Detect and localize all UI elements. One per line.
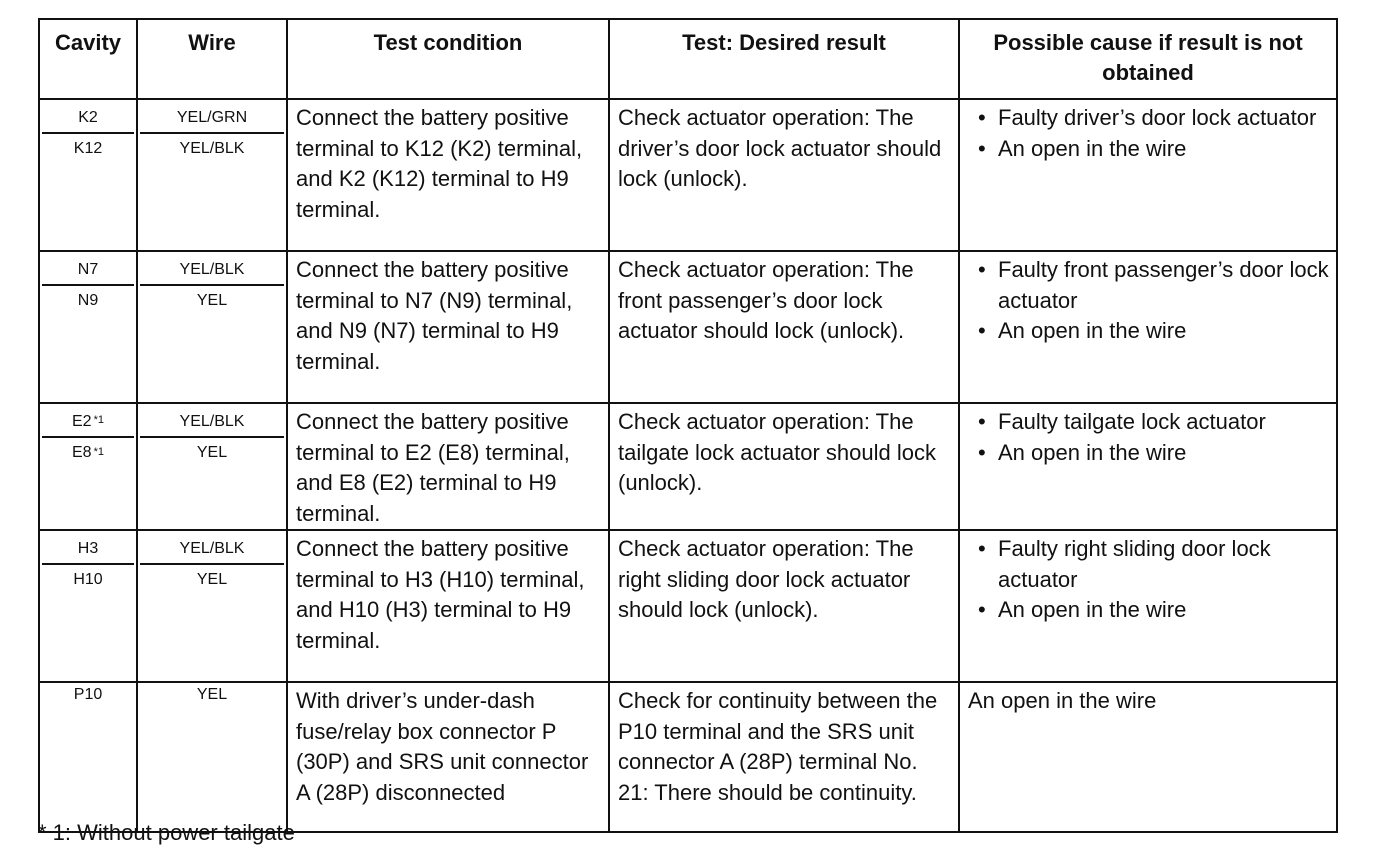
header-cavity: Cavity xyxy=(39,19,137,99)
cavity-cell xyxy=(39,403,137,530)
wire-value: YEL xyxy=(196,444,228,461)
footnote-marker: *1 xyxy=(93,414,104,426)
cause-list xyxy=(968,407,1330,468)
possible-cause-cell xyxy=(959,251,1337,403)
cavity-cell xyxy=(39,251,137,403)
cavity-cell xyxy=(39,530,137,682)
cavity-value: N9 xyxy=(77,292,99,309)
wire-value: YEL/GRN xyxy=(140,103,284,134)
wire-cell xyxy=(137,403,287,530)
cause-item: • An open in the wire xyxy=(976,595,1330,626)
desired-result-cell: Check for continuity between the P10 terminal and the SRS unit connector A (28P) terminal No. 21: There should be continuity. xyxy=(609,682,959,832)
cause-list xyxy=(968,534,1330,626)
footnote-marker: *1 xyxy=(93,446,104,458)
cause-item: • Faulty tailgate lock actuator xyxy=(976,407,1330,438)
cause-item: • An open in the wire xyxy=(976,316,1330,347)
possible-cause-cell: An open in the wire xyxy=(959,682,1337,832)
table-row xyxy=(39,682,1337,832)
possible-cause-cell xyxy=(959,99,1337,251)
cavity-value: K2 xyxy=(42,103,134,134)
test-condition-cell: With driver’s under-dash fuse/relay box connector P (30P) and SRS unit connector A (28P) disconnected xyxy=(287,682,609,832)
cavity-value: P10 xyxy=(73,686,103,703)
header-wire: Wire xyxy=(137,19,287,99)
wire-cell xyxy=(137,530,287,682)
desired-result-cell: Check actuator operation: The tailgate lock actuator should lock (unlock). xyxy=(609,403,959,530)
cavity-value: E2 $^{*1}$ xyxy=(42,407,134,438)
wire-value: YEL/BLK xyxy=(179,140,245,157)
wire-value: YEL xyxy=(196,686,228,703)
wire-value: YEL xyxy=(196,292,228,309)
table-row xyxy=(39,251,1337,403)
wire-cell xyxy=(137,99,287,251)
wire-cell xyxy=(137,682,287,832)
table-row xyxy=(39,99,1337,251)
cause-item: • An open in the wire xyxy=(976,134,1330,165)
possible-cause-cell xyxy=(959,403,1337,530)
desired-result-cell: Check actuator operation: The front passenger’s door lock actuator should lock (unlock). xyxy=(609,251,959,403)
cavity-cell xyxy=(39,99,137,251)
table-row xyxy=(39,403,1337,530)
wire-value: YEL xyxy=(196,571,228,588)
diagnostic-table xyxy=(38,18,1338,833)
test-condition-cell: Connect the battery positive terminal to E2 (E8) terminal, and E8 (E2) terminal to H9 terminal. xyxy=(287,403,609,530)
wire-value: YEL/BLK xyxy=(140,407,284,438)
cause-list xyxy=(968,255,1330,347)
header-possible-cause: Possible cause if result is not obtained xyxy=(959,19,1337,99)
cavity-value: H3 xyxy=(42,534,134,565)
header-test-condition: Test condition xyxy=(287,19,609,99)
table-header-row xyxy=(39,19,1337,99)
wire-cell xyxy=(137,251,287,403)
cavity-value: K12 xyxy=(73,140,103,157)
test-condition-cell: Connect the battery positive terminal to N7 (N9) terminal, and N9 (N7) terminal to H9 terminal. xyxy=(287,251,609,403)
cause-item: • Faulty right sliding door lock actuator xyxy=(976,534,1330,595)
desired-result-cell: Check actuator operation: The right sliding door lock actuator should lock (unlock). xyxy=(609,530,959,682)
cause-list xyxy=(968,103,1330,164)
test-condition-cell: Connect the battery positive terminal to K12 (K2) terminal, and K2 (K12) terminal to H9 terminal. xyxy=(287,99,609,251)
test-condition-cell: Connect the battery positive terminal to H3 (H10) terminal, and H10 (H3) terminal to H9 terminal. xyxy=(287,530,609,682)
cause-item: • Faulty driver’s door lock actuator xyxy=(976,103,1330,134)
cavity-value: E8 $^{*1}$ xyxy=(72,444,104,461)
wire-value: YEL/BLK xyxy=(140,534,284,565)
cavity-value: N7 xyxy=(42,255,134,286)
header-desired-result: Test: Desired result xyxy=(609,19,959,99)
table-row xyxy=(39,530,1337,682)
possible-cause-cell xyxy=(959,530,1337,682)
cause-item: • Faulty front passenger’s door lock actuator xyxy=(976,255,1330,316)
desired-result-cell: Check actuator operation: The driver’s door lock actuator should lock (unlock). xyxy=(609,99,959,251)
cause-item: • An open in the wire xyxy=(976,438,1330,469)
wire-value: YEL/BLK xyxy=(140,255,284,286)
footnote: * 1: Without power tailgate xyxy=(38,820,295,845)
cavity-cell xyxy=(39,682,137,832)
cavity-value: H10 xyxy=(73,571,103,588)
